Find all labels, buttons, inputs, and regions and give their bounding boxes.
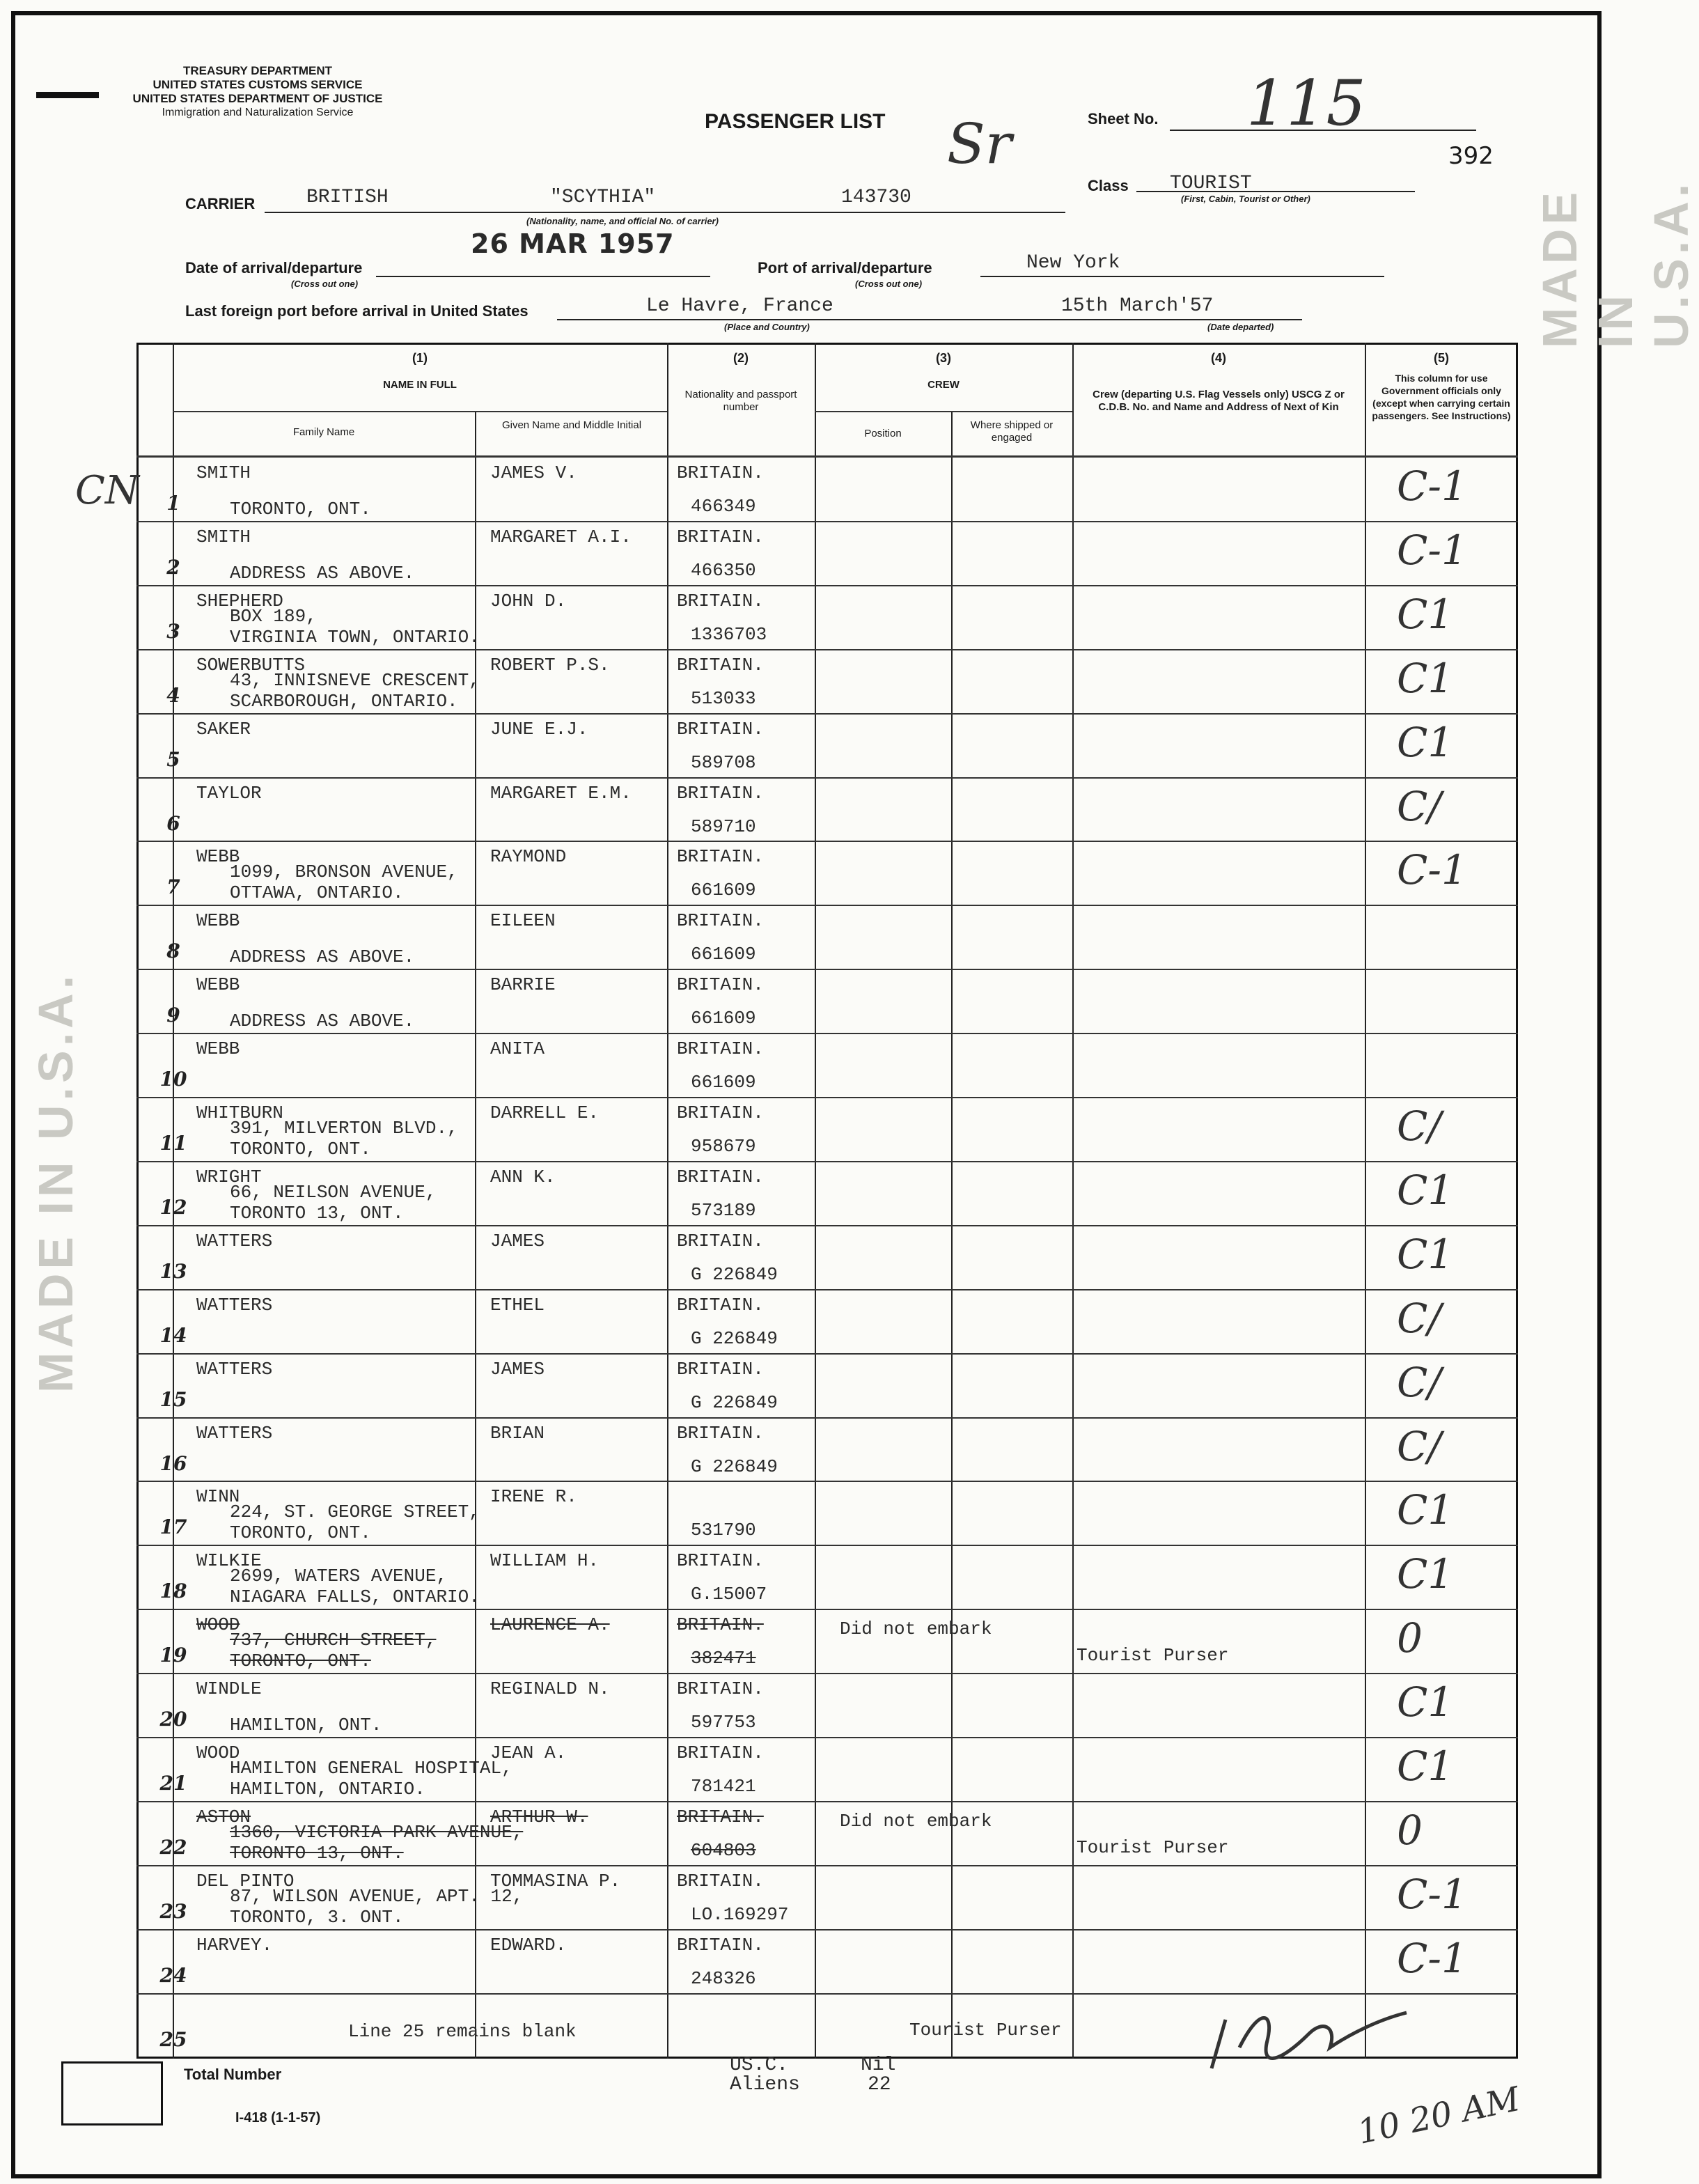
row-rule bbox=[136, 1609, 1518, 1610]
row-number: 21 bbox=[159, 1772, 187, 1795]
given-name: ETHEL bbox=[490, 1295, 545, 1316]
inspector-initials bbox=[1198, 1992, 1434, 2082]
nationality: BRITAIN. bbox=[677, 974, 764, 995]
row-rule bbox=[136, 1417, 1518, 1419]
carrier-caption: (Nationality, name, and official No. of carrier) bbox=[526, 216, 719, 226]
col5-title: This column for use Government officials only (except when carrying certain passengers. See Instructions) bbox=[1372, 373, 1511, 421]
row-rule bbox=[136, 649, 1518, 650]
class-value: TOURIST bbox=[1170, 173, 1252, 194]
nationality: BRITAIN. bbox=[677, 1102, 764, 1123]
subhead-rule-1 bbox=[173, 411, 667, 412]
row-number: 16 bbox=[159, 1452, 187, 1475]
family-name: SOWERBUTTS bbox=[196, 655, 306, 676]
nationality: BRITAIN. bbox=[677, 719, 764, 740]
official-mark: C-1 bbox=[1397, 526, 1467, 574]
row-rule bbox=[136, 1225, 1518, 1226]
class-label: Class bbox=[1088, 177, 1129, 194]
nationality: BRITAIN. bbox=[677, 1359, 764, 1380]
port-value: New York bbox=[1026, 252, 1120, 274]
nationality: BRITAIN. bbox=[677, 1871, 764, 1892]
crew-note: Did not embark bbox=[840, 1811, 992, 1832]
address-line-2: TORONTO, ONT. bbox=[230, 1139, 371, 1160]
address-line-2: TORONTO, 3. ONT. bbox=[230, 1907, 404, 1928]
official-mark: C/ bbox=[1397, 1359, 1441, 1406]
address-line-1: 87, WILSON AVENUE, APT. 12, bbox=[230, 1886, 524, 1907]
nationality: BRITAIN. bbox=[677, 1167, 764, 1187]
family-name: WRIGHT bbox=[196, 1167, 262, 1187]
family-name: WATTERS bbox=[196, 1295, 273, 1316]
margin-annotation: CN bbox=[75, 468, 139, 513]
subhead-rule-2 bbox=[815, 411, 1072, 412]
row-number: 2 bbox=[166, 556, 180, 579]
family-name: ASTON bbox=[196, 1807, 251, 1827]
crew-note: Did not embark bbox=[840, 1618, 992, 1639]
nationality: BRITAIN. bbox=[677, 910, 764, 931]
col1-number: (1) bbox=[412, 351, 428, 365]
passport-number: 1336703 bbox=[691, 624, 767, 645]
port-label: Port of arrival/departure bbox=[758, 259, 932, 276]
date-cross-out: (Cross out one) bbox=[291, 279, 359, 289]
family-name: SAKER bbox=[196, 719, 251, 740]
address-line-2: ADDRESS AS ABOVE. bbox=[230, 946, 415, 967]
row-rule bbox=[136, 713, 1518, 715]
row-number: 5 bbox=[166, 748, 180, 771]
address-line-2: SCARBOROUGH, ONTARIO. bbox=[230, 691, 458, 712]
address-line-2: OTTAWA, ONTARIO. bbox=[230, 882, 404, 903]
family-name: WHITBURN bbox=[196, 1102, 283, 1123]
given-name: JAMES bbox=[490, 1359, 545, 1380]
address-line-1: 66, NEILSON AVENUE, bbox=[230, 1182, 437, 1203]
nationality: BRITAIN. bbox=[677, 1423, 764, 1444]
sheet-number: 115 bbox=[1246, 67, 1366, 140]
family-name: WINN bbox=[196, 1486, 240, 1507]
family-name: WEBB bbox=[196, 910, 240, 931]
official-mark: C1 bbox=[1397, 1231, 1454, 1278]
form-number: I-418 (1-1-57) bbox=[235, 2110, 321, 2126]
col3-number: (3) bbox=[936, 351, 951, 365]
address-line-1: HAMILTON GENERAL HOSPITAL, bbox=[230, 1758, 512, 1779]
row-number: 7 bbox=[166, 875, 180, 898]
address-line-2: VIRGINIA TOWN, ONTARIO. bbox=[230, 627, 480, 648]
last-port-caption: (Place and Country) bbox=[724, 322, 810, 332]
address-line-2: HAMILTON, ONTARIO. bbox=[230, 1779, 425, 1800]
total-label: Total Number bbox=[184, 2066, 282, 2083]
official-mark: C1 bbox=[1397, 719, 1454, 766]
row-number: 8 bbox=[166, 939, 180, 962]
passport-number: 248326 bbox=[691, 1968, 756, 1989]
family-name: SMITH bbox=[196, 462, 251, 483]
row-number: 24 bbox=[159, 1964, 187, 1987]
nationality: BRITAIN. bbox=[677, 1935, 764, 1956]
given-name: BRIAN bbox=[490, 1423, 545, 1444]
family-name: SMITH bbox=[196, 526, 251, 547]
official-mark: C/ bbox=[1397, 783, 1441, 830]
row-number: 25 bbox=[159, 2028, 187, 2051]
carrier-label: CARRIER bbox=[185, 195, 256, 212]
row-number: 1 bbox=[166, 492, 180, 515]
address-line-1: 43, INNISNEVE CRESCENT, bbox=[230, 670, 480, 691]
watermark-left: MADE IN U.S.A. bbox=[29, 971, 83, 1393]
row-rule bbox=[136, 1353, 1518, 1355]
row-number: 10 bbox=[159, 1068, 187, 1091]
row-number: 18 bbox=[159, 1580, 187, 1602]
col2-number: (2) bbox=[733, 351, 749, 365]
time-annotation: 10 20 AM bbox=[1354, 2080, 1524, 2152]
official-mark: C/ bbox=[1397, 1423, 1441, 1470]
passport-number: 382471 bbox=[691, 1648, 756, 1669]
col2-title: Nationality and passport number bbox=[684, 389, 797, 413]
header-marker bbox=[36, 92, 99, 98]
title-annotation: Sr bbox=[947, 111, 1012, 176]
official-mark: C1 bbox=[1397, 1486, 1454, 1534]
official-mark: C1 bbox=[1397, 1742, 1454, 1790]
given-name: ANITA bbox=[490, 1038, 545, 1059]
org-line-2: UNITED STATES CUSTOMS SERVICE bbox=[152, 78, 363, 91]
address-line-2: HAMILTON, ONT. bbox=[230, 1715, 382, 1736]
row-rule bbox=[136, 1929, 1518, 1930]
watermark-right: MADE IN U.S.A. bbox=[1533, 179, 1698, 348]
row-rule bbox=[136, 1545, 1518, 1546]
given-name: MARGARET A.I. bbox=[490, 526, 632, 547]
port-cross-out: (Cross out one) bbox=[855, 279, 923, 289]
row-rule bbox=[136, 1673, 1518, 1674]
passport-number: 661609 bbox=[691, 1008, 756, 1029]
official-mark: C1 bbox=[1397, 1678, 1454, 1726]
address-line-2: TORONTO, ONT. bbox=[230, 1651, 371, 1671]
given-name: TOMMASINA P. bbox=[490, 1871, 621, 1892]
date-label: Date of arrival/departure bbox=[185, 259, 363, 276]
given-name: JAMES bbox=[490, 1231, 545, 1251]
official-mark: C-1 bbox=[1397, 846, 1467, 894]
nationality: BRITAIN. bbox=[677, 1678, 764, 1699]
row-number: 22 bbox=[159, 1836, 187, 1859]
org-line-4: Immigration and Naturalization Service bbox=[162, 107, 354, 118]
agency-block bbox=[91, 64, 425, 120]
address-line-1: 224, ST. GEORGE STREET, bbox=[230, 1502, 480, 1522]
row-rule bbox=[136, 905, 1518, 906]
row-rule bbox=[136, 1865, 1518, 1866]
address-line-2: TORONTO, ONT. bbox=[230, 499, 371, 520]
given-name: MARGARET E.M. bbox=[490, 783, 632, 804]
nationality: BRITAIN. bbox=[677, 846, 764, 867]
family-name: WEBB bbox=[196, 974, 240, 995]
purser-note: Tourist Purser bbox=[1076, 1837, 1229, 1858]
nationality: BRITAIN. bbox=[677, 591, 764, 611]
address-line-2: ADDRESS AS ABOVE. bbox=[230, 563, 415, 584]
page-title: PASSENGER LIST bbox=[705, 110, 886, 133]
given-name: ARTHUR W. bbox=[490, 1807, 588, 1827]
given-name: BARRIE bbox=[490, 974, 556, 995]
family-name: HARVEY. bbox=[196, 1935, 273, 1956]
col1b-title: Given Name and Middle Initial bbox=[501, 419, 642, 431]
nationality: BRITAIN. bbox=[677, 462, 764, 483]
row-number: 6 bbox=[166, 812, 180, 835]
row-number: 13 bbox=[159, 1260, 187, 1283]
row-number: 3 bbox=[166, 620, 180, 643]
last-port-line bbox=[557, 319, 1302, 320]
given-name: ROBERT P.S. bbox=[490, 655, 610, 676]
usc-value: Nil bbox=[861, 2054, 896, 2076]
passport-number: 661609 bbox=[691, 1072, 756, 1093]
aliens-value: 22 bbox=[868, 2074, 891, 2096]
row-rule bbox=[136, 1481, 1518, 1482]
passport-number: 513033 bbox=[691, 688, 756, 709]
row-number: 23 bbox=[159, 1900, 187, 1923]
passport-number: 661609 bbox=[691, 880, 756, 900]
given-name: JEAN A. bbox=[490, 1742, 567, 1763]
official-mark: C/ bbox=[1397, 1295, 1441, 1342]
address-line-1: 1099, BRONSON AVENUE, bbox=[230, 861, 458, 882]
address-line-1: 737, CHURCH STREET, bbox=[230, 1630, 437, 1651]
official-mark: C1 bbox=[1397, 1550, 1454, 1598]
given-name: REGINALD N. bbox=[490, 1678, 610, 1699]
nationality: BRITAIN. bbox=[677, 1550, 764, 1571]
sheet-label: Sheet No. bbox=[1088, 110, 1159, 127]
family-name: WOOD bbox=[196, 1742, 240, 1763]
nationality: BRITAIN. bbox=[677, 655, 764, 676]
address-line-2: ADDRESS AS ABOVE. bbox=[230, 1011, 415, 1031]
aliens-label: Aliens bbox=[730, 2074, 800, 2096]
date-departed: 15th March'57 bbox=[1061, 295, 1214, 317]
official-mark: C-1 bbox=[1397, 1935, 1467, 1982]
passport-number: 661609 bbox=[691, 944, 756, 965]
nationality: BRITAIN. bbox=[677, 526, 764, 547]
col3-title: CREW bbox=[927, 379, 960, 391]
col-rule-given bbox=[475, 411, 476, 2059]
passport-number: 573189 bbox=[691, 1200, 756, 1221]
official-mark: C/ bbox=[1397, 1102, 1441, 1150]
org-line-3: UNITED STATES DEPARTMENT OF JUSTICE bbox=[132, 92, 383, 105]
family-name: WOOD bbox=[196, 1614, 240, 1635]
date-line bbox=[376, 276, 710, 277]
row-rule bbox=[136, 521, 1518, 522]
carrier-line bbox=[265, 212, 1065, 213]
last-port-label: Last foreign port before arrival in United States bbox=[185, 302, 529, 320]
official-mark: C-1 bbox=[1397, 462, 1467, 510]
passport-number: 466349 bbox=[691, 496, 756, 517]
row-rule bbox=[136, 585, 1518, 586]
passport-number: G 226849 bbox=[691, 1328, 778, 1349]
family-name: WATTERS bbox=[196, 1359, 273, 1380]
col1a-title: Family Name bbox=[292, 426, 355, 438]
row-rule bbox=[136, 777, 1518, 779]
col3b-title: Where shipped or engaged bbox=[970, 419, 1054, 444]
header-bottom-rule bbox=[136, 455, 1518, 458]
total-box bbox=[61, 2061, 163, 2126]
passport-number: 781421 bbox=[691, 1776, 756, 1797]
carrier-nationality: BRITISH bbox=[306, 187, 389, 208]
row-rule bbox=[136, 1161, 1518, 1162]
row-rule bbox=[136, 841, 1518, 842]
row-number: 14 bbox=[159, 1324, 187, 1347]
row-number: 17 bbox=[159, 1515, 187, 1538]
blank-line-note: Line 25 remains blank bbox=[348, 2021, 577, 2042]
col3a-title: Position bbox=[864, 428, 902, 439]
family-name: WATTERS bbox=[196, 1231, 273, 1251]
given-name: WILLIAM H. bbox=[490, 1550, 600, 1571]
col4-number: (4) bbox=[1211, 351, 1226, 365]
nationality: BRITAIN. bbox=[677, 1614, 764, 1635]
class-line bbox=[1136, 191, 1415, 192]
class-caption: (First, Cabin, Tourist or Other) bbox=[1181, 194, 1310, 204]
row-rule bbox=[136, 1097, 1518, 1098]
row-number: 12 bbox=[159, 1196, 187, 1219]
official-mark: C-1 bbox=[1397, 1871, 1467, 1918]
carrier-number: 143730 bbox=[841, 187, 911, 208]
passport-number: 531790 bbox=[691, 1520, 756, 1540]
purser-note: Tourist Purser bbox=[1076, 1645, 1229, 1666]
row-number: 4 bbox=[166, 684, 180, 707]
row-rule bbox=[136, 1801, 1518, 1802]
passport-number: 589710 bbox=[691, 816, 756, 837]
family-name: WATTERS bbox=[196, 1423, 273, 1444]
family-name: WILKIE bbox=[196, 1550, 262, 1571]
passport-number: G.15007 bbox=[691, 1584, 767, 1605]
address-line-1: 2699, WATERS AVENUE, bbox=[230, 1566, 448, 1586]
nationality: BRITAIN. bbox=[677, 1038, 764, 1059]
row-number: 11 bbox=[159, 1132, 187, 1155]
official-mark: C1 bbox=[1397, 655, 1454, 702]
passport-number: G 226849 bbox=[691, 1264, 778, 1285]
family-name: WINDLE bbox=[196, 1678, 262, 1699]
given-name: IRENE R. bbox=[490, 1486, 577, 1507]
family-name: WEBB bbox=[196, 1038, 240, 1059]
row-rule bbox=[136, 1737, 1518, 1738]
family-name: SHEPHERD bbox=[196, 591, 283, 611]
official-mark: 0 bbox=[1397, 1614, 1423, 1662]
given-name: ANN K. bbox=[490, 1167, 556, 1187]
page-number: 392 bbox=[1448, 142, 1494, 170]
passport-number: 604803 bbox=[691, 1840, 756, 1861]
nationality: BRITAIN. bbox=[677, 1231, 764, 1251]
row-number: 9 bbox=[166, 1004, 180, 1027]
given-name: EILEEN bbox=[490, 910, 556, 931]
passport-number: 958679 bbox=[691, 1136, 756, 1157]
row-rule bbox=[136, 969, 1518, 970]
col5-number: (5) bbox=[1434, 351, 1449, 365]
row-number: 20 bbox=[159, 1708, 187, 1731]
row-number: 15 bbox=[159, 1388, 187, 1411]
official-mark: 0 bbox=[1397, 1807, 1423, 1854]
given-name: DARRELL E. bbox=[490, 1102, 600, 1123]
passport-number: G 226849 bbox=[691, 1456, 778, 1477]
passport-number: G 226849 bbox=[691, 1392, 778, 1413]
last-port-value: Le Havre, France bbox=[646, 295, 833, 317]
passport-number: 466350 bbox=[691, 560, 756, 581]
address-line-1: 391, MILVERTON BLVD., bbox=[230, 1118, 458, 1139]
family-name: TAYLOR bbox=[196, 783, 262, 804]
org-line-1: TREASURY DEPARTMENT bbox=[182, 64, 333, 77]
family-name: WEBB bbox=[196, 846, 240, 867]
date-departed-caption: (Date departed) bbox=[1207, 322, 1274, 332]
address-line-2: NIAGARA FALLS, ONTARIO. bbox=[230, 1586, 480, 1607]
col1-title: NAME IN FULL bbox=[383, 379, 457, 391]
purser-sign-note: Tourist Purser bbox=[909, 2020, 1062, 2041]
given-name: RAYMOND bbox=[490, 846, 567, 867]
official-mark: C1 bbox=[1397, 1167, 1454, 1214]
official-mark: C1 bbox=[1397, 591, 1454, 638]
row-rule bbox=[136, 1033, 1518, 1034]
address-line-1: BOX 189, bbox=[230, 606, 317, 627]
given-name: EDWARD. bbox=[490, 1935, 567, 1956]
carrier-name: "SCYTHIA" bbox=[550, 187, 656, 208]
nationality: BRITAIN. bbox=[677, 783, 764, 804]
usc-label: US.C. bbox=[730, 2054, 789, 2076]
nationality: BRITAIN. bbox=[677, 1807, 764, 1827]
address-line-2: TORONTO 13, ONT. bbox=[230, 1843, 404, 1864]
passport-number: 597753 bbox=[691, 1712, 756, 1733]
row-number: 19 bbox=[159, 1644, 187, 1667]
nationality: BRITAIN. bbox=[677, 1295, 764, 1316]
passport-number: 589708 bbox=[691, 752, 756, 773]
passport-number: LO.169297 bbox=[691, 1904, 789, 1925]
sheet-line bbox=[1170, 130, 1476, 131]
given-name: JUNE E.J. bbox=[490, 719, 588, 740]
family-name: DEL PINTO bbox=[196, 1871, 295, 1892]
nationality: BRITAIN. bbox=[677, 1742, 764, 1763]
date-stamp: 26 MAR 1957 bbox=[471, 228, 675, 259]
col4-title: Crew (departing U.S. Flag Vessels only) USCG Z or C.D.B. No. and Name and Address of Next of Kin bbox=[1093, 389, 1345, 413]
port-line bbox=[980, 276, 1384, 277]
given-name: LAURENCE A. bbox=[490, 1614, 610, 1635]
address-line-2: TORONTO 13, ONT. bbox=[230, 1203, 404, 1224]
given-name: JOHN D. bbox=[490, 591, 567, 611]
given-name: JAMES V. bbox=[490, 462, 577, 483]
row-rule bbox=[136, 1289, 1518, 1290]
address-line-1: 1360, VICTORIA PARK AVENUE, bbox=[230, 1822, 524, 1843]
address-line-2: TORONTO, ONT. bbox=[230, 1522, 371, 1543]
